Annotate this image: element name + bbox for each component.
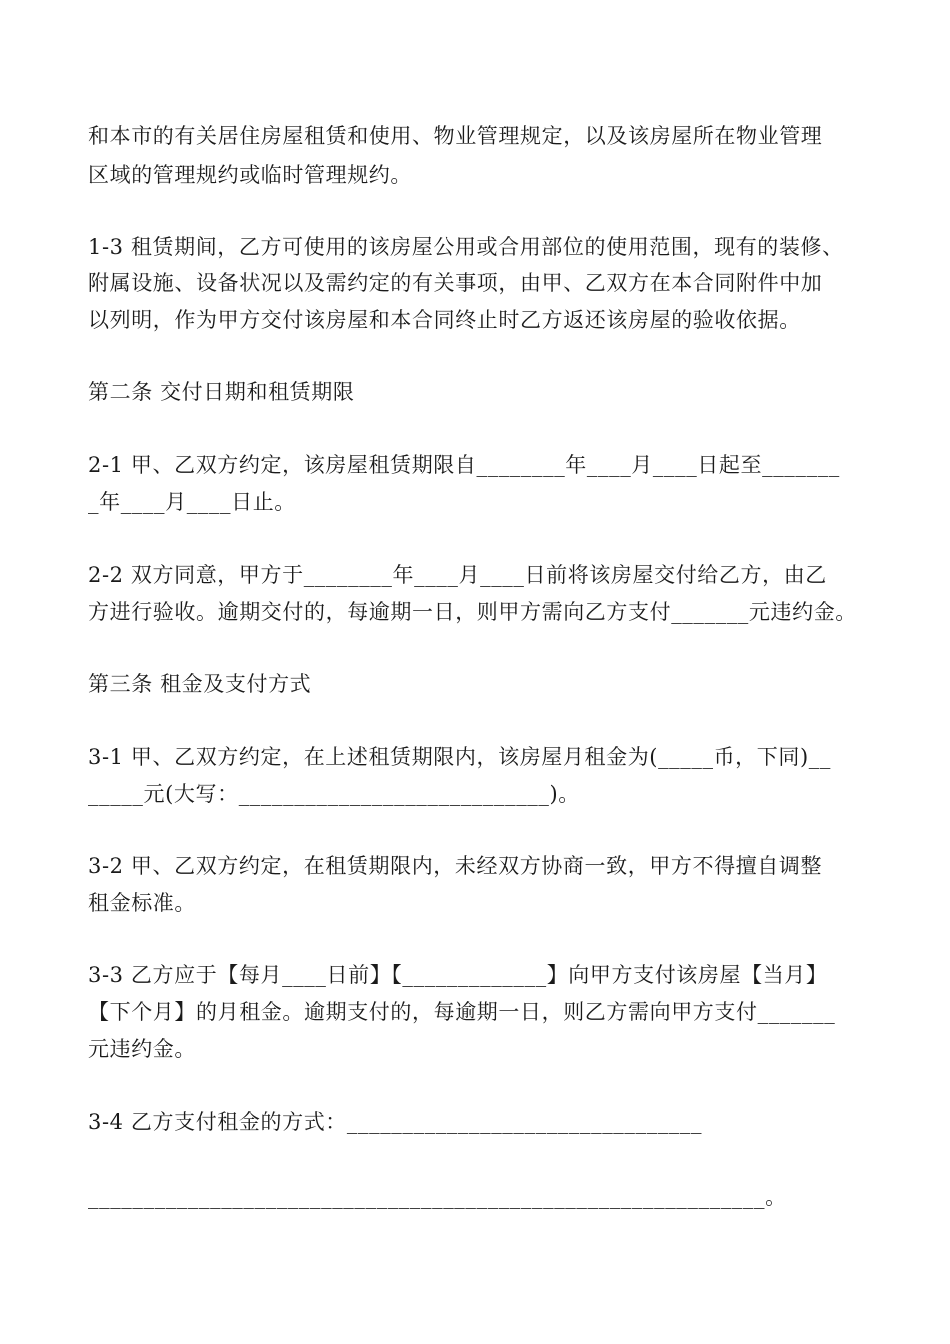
section-heading: 第三条 租金及支付方式 (88, 672, 312, 696)
text-line: 附属设施、设备状况以及需约定的有关事项，由甲、乙双方在本合同附件中加 (88, 271, 823, 295)
text-line: 元违约金。 (88, 1037, 196, 1061)
text-line: 2-2 双方同意，甲方于________年____月____日前将该房屋交付给乙方，由乙 (88, 563, 827, 587)
text-line: _____________________________________________________________。 (88, 1185, 787, 1209)
text-line: _年____月____日止。 (88, 490, 296, 514)
section-heading: 第二条 交付日期和租赁期限 (88, 380, 355, 404)
text-line: 3-1 甲、乙双方约定，在上述租赁期限内，该房屋月租金为(_____币，下同)__ (88, 745, 831, 769)
text-line: 3-2 甲、乙双方约定，在租赁期限内，未经双方协商一致，甲方不得擅自调整 (88, 854, 823, 878)
text-line: 方进行验收。逾期交付的，每逾期一日，则甲方需向乙方支付_______元违约金。 (88, 600, 857, 624)
text-line: _____元(大写：____________________________)。 (88, 782, 580, 806)
text-line: 1-3 租赁期间，乙方可使用的该房屋公用或合用部位的使用范围，现有的装修、 (88, 235, 844, 259)
text-line: 3-3 乙方应于【每月____日前】【_____________】向甲方支付该房屋【当月】 (88, 963, 828, 987)
text-line: 【下个月】的月租金。逾期支付的，每逾期一日，则乙方需向甲方支付_______ (88, 1000, 836, 1024)
text-line: 区域的管理规约或临时管理规约。 (88, 163, 412, 187)
text-line: 2-1 甲、乙双方约定，该房屋租赁期限自________年____月____日起至_______ (88, 453, 840, 477)
text-line: 和本市的有关居住房屋租赁和使用、物业管理规定，以及该房屋所在物业管理 (88, 124, 823, 148)
text-line: 租金标准。 (88, 891, 196, 915)
text-line: 以列明，作为甲方交付该房屋和本合同终止时乙方返还该房屋的验收依据。 (88, 308, 801, 332)
text-line: 3-4 乙方支付租金的方式：________________________________ (88, 1110, 703, 1134)
